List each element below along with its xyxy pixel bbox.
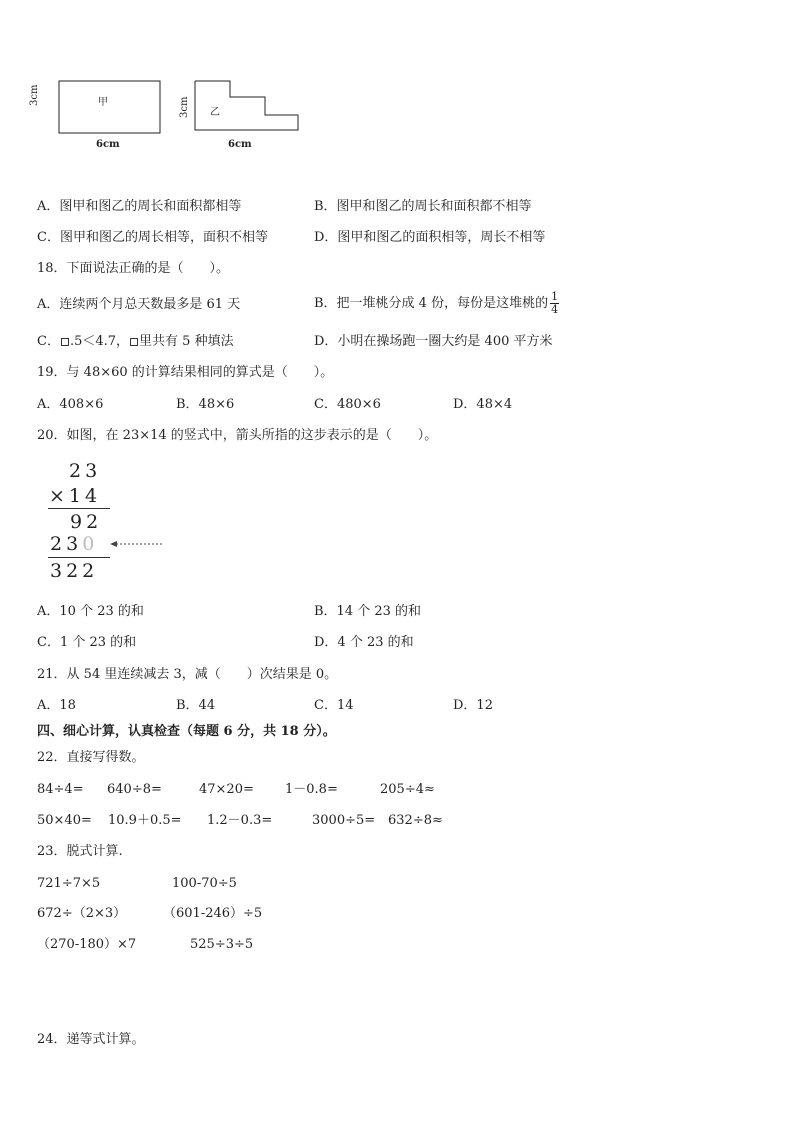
q22-item: 1.2－0.3= <box>207 813 273 828</box>
blank-box-icon <box>130 338 138 346</box>
q18-stem: 18．下面说法正确的是（ ）。 <box>37 261 230 276</box>
q17-option-a: A．图甲和图乙的周长和面积都相等 <box>37 199 242 214</box>
fraction-numerator: 1 <box>551 290 559 304</box>
q22-item: 632÷8≈ <box>388 813 443 828</box>
blank-box-icon <box>61 338 69 346</box>
q23-item: 525÷3÷5 <box>190 937 254 952</box>
figure-jia-height-label: 3cm <box>29 84 40 106</box>
q18-option-d: D．小明在操场跑一圈大约是 400 平方米 <box>314 334 553 349</box>
q23-item: 721÷7×5 <box>37 876 101 891</box>
vm-line-2 <box>48 557 110 558</box>
q20-option-c: C．1 个 23 的和 <box>37 635 137 650</box>
q21-option-a: A．18 <box>37 698 76 713</box>
q22-item: 1－0.8= <box>285 782 338 797</box>
q21-option-b: B．44 <box>176 698 216 713</box>
vm-placeholder-zero: 0 <box>82 533 99 555</box>
vm-row-multiplier: ×14 <box>49 485 102 507</box>
vm-row-partial-1: 92 <box>70 511 103 533</box>
q19-option-d: D．48×4 <box>453 397 513 412</box>
q20-option-a: A．10 个 23 的和 <box>37 604 144 619</box>
q22-item: 640÷8= <box>107 782 162 797</box>
figure-jia-label: 甲 <box>98 97 108 108</box>
q19-stem: 19．与 48×60 的计算结果相同的算式是（ ）。 <box>37 365 334 380</box>
vm-partial-2-digits: 23 <box>50 533 83 555</box>
vm-row-product: 322 <box>50 560 99 582</box>
figure-yi-width-label: 6cm <box>228 139 252 150</box>
q24-stem: 24．递等式计算。 <box>37 1032 145 1047</box>
figure-yi-height-label: 3cm <box>179 96 190 118</box>
q19-option-b: B．48×6 <box>176 397 235 412</box>
vm-line-1 <box>48 508 110 509</box>
q23-stem: 23．脱式计算. <box>37 844 123 859</box>
vm-row-multiplicand: 23 <box>69 460 102 482</box>
q19-option-a: A．408×6 <box>37 397 104 412</box>
q22-stem: 22．直接写得数。 <box>37 750 145 765</box>
q18-option-b-fraction <box>550 291 559 315</box>
q22-item: 84÷4= <box>37 782 84 797</box>
q22-item: 205÷4≈ <box>380 782 435 797</box>
q17-option-c: C．图甲和图乙的周长相等，面积不相等 <box>37 230 268 245</box>
q22-item: 10.9＋0.5= <box>108 813 182 828</box>
q17-option-b: B．图甲和图乙的周长和面积都不相等 <box>314 199 532 214</box>
q23-item: 100-70÷5 <box>172 876 237 891</box>
q18-option-a: A．连续两个月总天数最多是 61 天 <box>37 297 241 312</box>
figure-yi-label: 乙 <box>210 107 220 118</box>
q20-option-d: D．4 个 23 的和 <box>314 635 414 650</box>
q17-option-d: D．图甲和图乙的面积相等，周长不相等 <box>314 230 546 245</box>
q20-stem: 20．如图，在 23×14 的竖式中，箭头所指的这步表示的是（ ）。 <box>37 428 438 443</box>
arrow-left-icon <box>108 538 164 550</box>
q18-option-b <box>314 287 559 321</box>
q21-option-c: C．14 <box>314 698 354 713</box>
q23-item: 672÷（2×3） <box>37 906 127 921</box>
q23-item: （601-246）÷5 <box>163 906 263 921</box>
q19-option-c: C．480×6 <box>314 397 381 412</box>
fraction-denominator: 4 <box>551 303 559 316</box>
q21-option-d: D．12 <box>453 698 493 713</box>
q18-option-c-middle: .5＜4.7， <box>69 334 130 349</box>
q18-option-c <box>37 335 234 348</box>
figure-jia-width-label: 6cm <box>96 139 120 150</box>
q23-item: （270-180）×7 <box>37 937 137 952</box>
vm-row-partial-2 <box>50 535 98 554</box>
q22-item: 47×20= <box>199 782 254 797</box>
q18-option-b-text: B．把一堆桃分成 4 份，每份是这堆桃的 <box>314 296 549 311</box>
q21-stem: 21．从 54 里连续减去 3，减（ ）次结果是 0。 <box>37 667 338 682</box>
q22-item: 50×40= <box>37 813 92 828</box>
q20-option-b: B．14 个 23 的和 <box>314 604 422 619</box>
q18-option-c-prefix: C． <box>37 334 60 349</box>
section-4-title: 四、细心计算，认真检查（每题 6 分，共 18 分）。 <box>37 724 336 739</box>
q18-option-c-suffix: 里共有 5 种填法 <box>139 334 234 349</box>
q22-item: 3000÷5= <box>312 813 376 828</box>
